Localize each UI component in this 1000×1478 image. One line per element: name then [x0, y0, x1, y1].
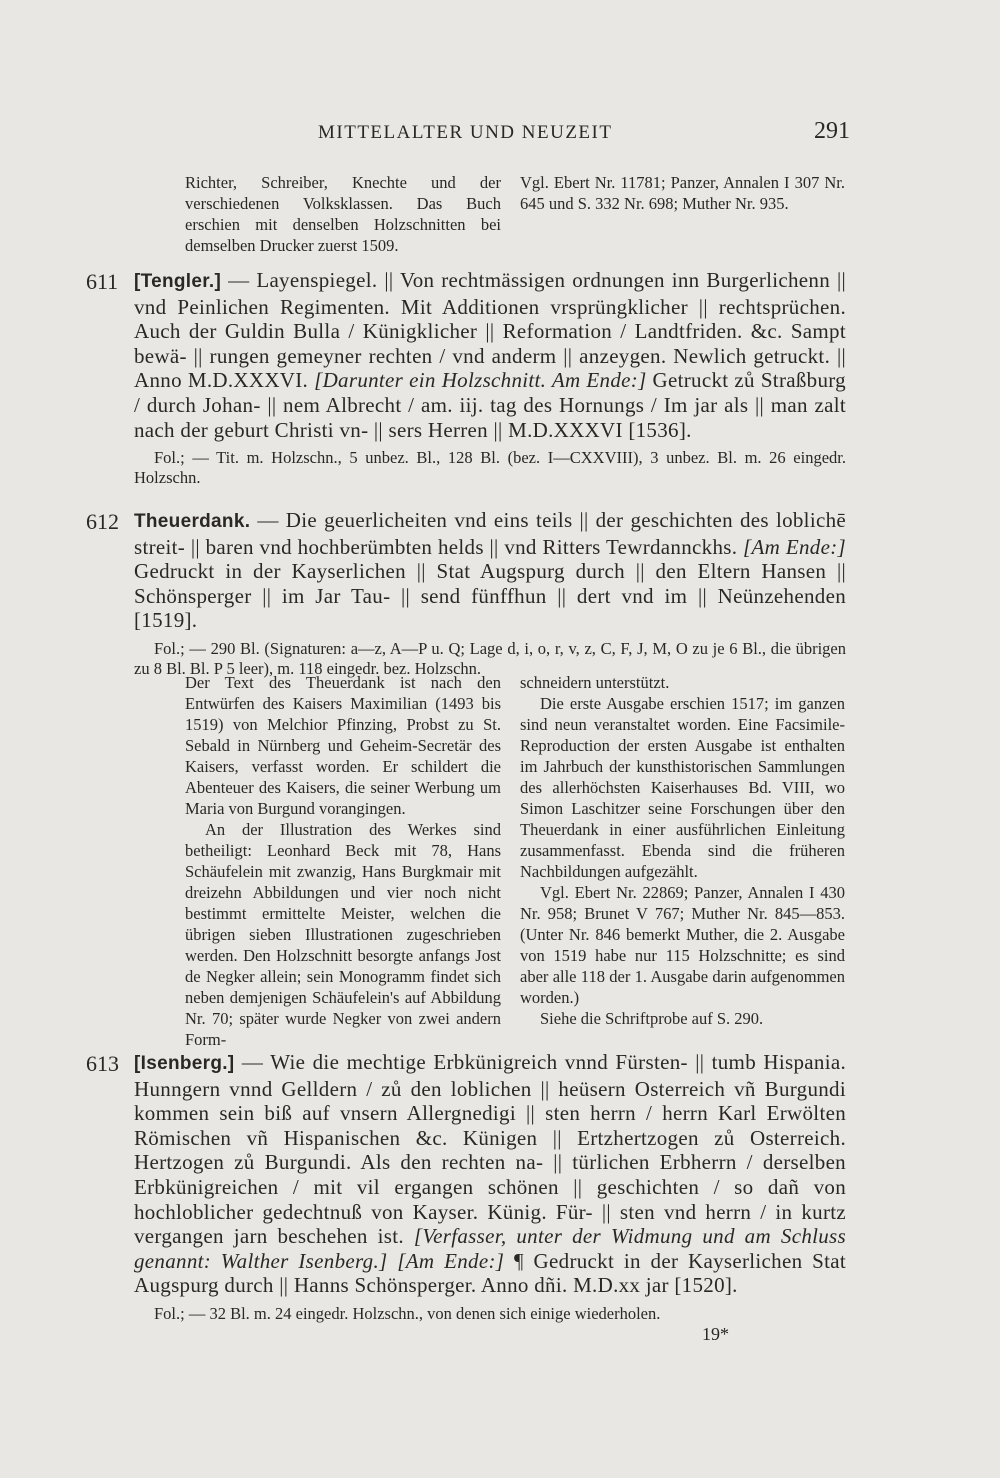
- commentary-paragraph: Vgl. Ebert Nr. 22869; Panzer, Annalen I 430 Nr. 958; Brunet V 767; Muther Nr. 845—853. (Unter Nr. 846 bemerkt Muther, die 2. Ausgabe von 1519 habe nur 115 Holzschnitte; es sind aber alle 118 der 1. Ausgabe darin aufgenommen worden.): [520, 883, 845, 1007]
- entry-colophon: ¶ Gedruckt in der Kayserlichen Stat Augspurg durch || Hanns Schönsperger. Anno dñi. M.D.xx jar [1520].: [134, 1248, 846, 1298]
- commentary-paragraph: Die erste Ausgabe erschien 1517; im ganzen sind neun veranstaltet worden. Eine Facsimile-Reproduction der ersten Ausgabe ist enthalten im Jahrbuch der kunsthistorischen Sammlungen des allerhöchsten Kaiserhauses Bd. VIII, wo Simon Laschitzer seine Forschungen über den Theuerdank in einer ausführlichen Einleitung zusammenfasst. Ebenda sind die früheren Nachbildungen aufgezählt.: [520, 694, 845, 881]
- commentary-right: [520, 672, 845, 1050]
- entry-613: [86, 1050, 846, 1324]
- running-title: MITTELALTER UND NEUZEIT: [318, 122, 613, 143]
- entry-title-text: — Wie die mechtige Erbkünigreich vnnd Fürsten- || tumb Hispania. Hunngern vnnd Gelldern / zů den loblichen || heüsern Osterreich vñ Burgundi kommen sein biß auf vnsern Allergnedigi || sten herrn / herrn Karl Erwölten Römischen vñ Hispanischen &c. Künigen || Ertzhertzogen zů Osterreich. Hertzogen zů Burgundi. Als den rechten na- || türlichen Erbherrn / derselben Erbkünigreichen / mit vil ergangen schönen || geschichten / so dañ von hochloblicher gedechtnuß von Kayser. Künig. Für- || sten vnd herrn / in kurtz vergangen jarn beschehen ist.: [134, 1050, 846, 1249]
- entry-title: [134, 508, 846, 633]
- entry-title: [134, 268, 846, 442]
- entry-title: [134, 1050, 846, 1298]
- entry-note: [Am Ende:]: [397, 1248, 505, 1273]
- continuation-left: [185, 172, 501, 256]
- continuation-left-text: Richter, Schreiber, Knechte und der verschiedenen Volksklassen. Das Buch erschien mit denselben Holzschnitten bei demselben Drucker zuerst 1509.: [185, 173, 501, 255]
- entry-note: [Darunter ein Holzschnitt. Am Ende:]: [314, 368, 647, 393]
- page-number: 291: [814, 118, 850, 144]
- entry-description: Fol.; — 290 Bl. (Signaturen: a—z, A—P u. Q; Lage d, i, o, r, v, z, C, F, J, M, O zu je 6 Bl., die übrigen zu 8 Bl. Bl. P 5 leer), m. 118 eingedr. bez. Holzschn.: [134, 638, 846, 678]
- entry-title-text: — Die geuerlicheiten vnd eins teils || der geschichten des loblichē streit- || baren vnd hochberümbten helds || vnd Ritters Tewrdannckhs.: [134, 508, 846, 559]
- continuation-right-text: Vgl. Ebert Nr. 11781; Panzer, Annalen I 307 Nr. 645 und S. 332 Nr. 698; Muther Nr. 935.: [520, 173, 845, 213]
- entry-note: [Am Ende:]: [743, 534, 846, 559]
- commentary-paragraph: Siehe die Schriftprobe auf S. 290.: [540, 1009, 764, 1028]
- entry-number: 613: [86, 1051, 119, 1076]
- entry-612: [86, 508, 846, 679]
- commentary-paragraph: Der Text des Theuerdank ist nach den Entwürfen des Kaisers Maximilian (1493 bis 1519) von Melchior Pfinzing, Probst zu St. Sebald in Nürnberg und Geheim-Secretär des Kaisers, verfasst worden. Er schildert die Abenteuer des Kaisers, die seiner Werbung um Maria von Burgund vorangingen.: [185, 673, 501, 818]
- commentary-paragraph: An der Illustration des Werkes sind betheiligt: Leonhard Beck mit 78, Hans Schäufelein mit zwanzig, Hans Burgkmair mit dreizehn Abbildungen und vier noch nicht bestimmt ermittelte Meister, welchen die übrigen sieben Illustrationen zugeschrieben werden. Den Holzschnitt besorgte anfangs Jost de Negker allein; sein Monogramm findet sich neben demjenigen Schäufelein's auf Abbildung Nr. 70; später wurde Negker von zwei andern Form-: [185, 820, 501, 1049]
- entry-number: 611: [86, 269, 119, 294]
- continuation-right: [520, 172, 845, 256]
- page-header: [150, 118, 850, 148]
- signature-mark: 19*: [702, 1324, 729, 1344]
- entry-title-text: — Layenspiegel. || Von rechtmässigen ordnungen inn Burgerlichenn || vnd Peinlichen Regimenten. Mit Additionen vrsprüngklicher || rechtsprüchen. Auch der Guldin Bulla / Künigklicher || Reformation / Landtfriden. &c. Sampt bewä- || rungen gemeyner rechten / vnd anderm || anzeygen. Newlich getruckt. || Anno M.D.XXXVI.: [134, 268, 846, 393]
- commentary-paragraph: schneidern unterstützt.: [520, 673, 670, 692]
- commentary-left: [185, 672, 501, 1050]
- entry-description: Fol.; — 32 Bl. m. 24 eingedr. Holzschn., von denen sich einige wiederholen.: [154, 1303, 661, 1323]
- entry-colophon: Gedruckt in der Kayserlichen || Stat Augspurg durch || den Eltern Hansen || Schönsperger || im Jar Tau- || send fünffhun || dert vnd im || Neünzehenden [1519].: [134, 559, 846, 633]
- commentary-612: [185, 672, 845, 1050]
- entry-note: [Verfasser, unter der Widmung und am Schluss genannt: Walther Isenberg.]: [134, 1224, 846, 1273]
- entry-description: Fol.; — Tit. m. Holzschn., 5 unbez. Bl., 128 Bl. (bez. I—CXXVIII), 3 unbez. Bl. m. 26 eingedr. Holzschn.: [134, 448, 846, 488]
- entry-author: [Isenberg.]: [134, 1053, 235, 1074]
- entry-611: [86, 268, 846, 488]
- continuation-block: [185, 172, 845, 256]
- entry-author: [Tengler.]: [134, 271, 222, 292]
- entry-number: 612: [86, 509, 119, 534]
- entry-author: Theuerdank.: [134, 511, 251, 532]
- entry-colophon: Getruckt zů Straßburg / durch Johan- || nem Albrecht / am. iij. tag des Hornungs / Im jar als || man zalt nach der geburt Christi vn- || sers Herren || M.D.XXXVI [1536].: [134, 368, 846, 442]
